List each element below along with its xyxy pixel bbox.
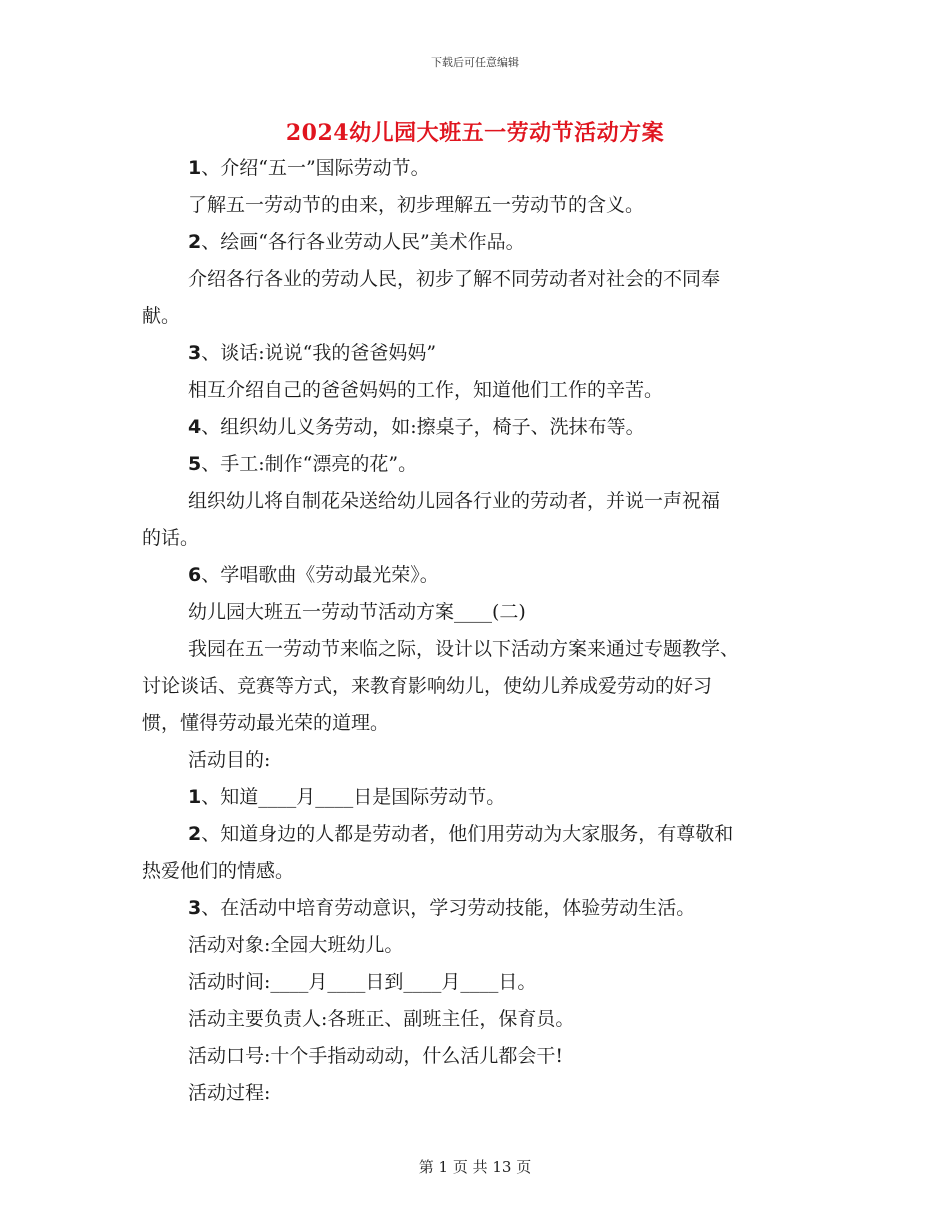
paragraph-line <box>142 890 808 927</box>
item-number: 2 <box>188 231 202 253</box>
paragraph-line <box>142 224 808 261</box>
paragraph-line <box>142 631 808 668</box>
paragraph-line <box>142 927 808 964</box>
paragraph-line <box>142 1075 808 1112</box>
item-number: 2 <box>188 823 202 845</box>
line-text: 、手工:制作“漂亮的花”。 <box>201 453 418 475</box>
page-footer: 第 1 页 共 13 页 <box>418 1158 532 1176</box>
section-heading <box>142 594 808 631</box>
line-text: 活动口号:十个手指动动动，什么活儿都会干! <box>188 1045 564 1067</box>
line-text: 活动过程: <box>188 1082 271 1104</box>
paragraph-line <box>142 853 808 890</box>
line-text: 我园在五一劳动节来临之际，设计以下活动方案来通过专题教学、 <box>188 638 740 660</box>
line-text: 活动时间:____月____日到____月____日。 <box>188 971 537 993</box>
line-text: 、学唱歌曲《劳动最光荣》。 <box>201 564 439 586</box>
line-text: 、组织幼儿义务劳动，如:擦桌子，椅子、洗抹布等。 <box>201 416 645 438</box>
line-text: 、知道身边的人都是劳动者，他们用劳动为大家服务，有尊敬和 <box>201 823 734 845</box>
line-text: 幼儿园大班五一劳动节活动方案____(二) <box>188 601 526 623</box>
paragraph-line <box>142 964 808 1001</box>
line-text: 活动目的: <box>188 749 271 771</box>
line-text: 惯，懂得劳动最光荣的道理。 <box>142 712 390 734</box>
line-text: 相互介绍自己的爸爸妈妈的工作，知道他们工作的辛苦。 <box>188 379 664 401</box>
paragraph-line <box>142 668 808 705</box>
item-number: 1 <box>188 157 202 179</box>
line-text: 、介绍“五一”国际劳动节。 <box>201 157 430 179</box>
paragraph-line <box>142 1001 808 1038</box>
paragraph-line <box>142 816 808 853</box>
paragraph-line <box>142 520 808 557</box>
line-text: 活动对象:全园大班幼儿。 <box>188 934 404 956</box>
line-text: 了解五一劳动节的由来，初步理解五一劳动节的含义。 <box>188 194 645 216</box>
line-text: 献。 <box>142 305 181 327</box>
paragraph-line <box>142 372 808 409</box>
line-text: 讨论谈话、竞赛等方式，来教育影响幼儿，使幼儿养成爱劳动的好习 <box>142 675 713 697</box>
item-number: 6 <box>188 564 202 586</box>
document-title: 2024幼儿园大班五一劳动节活动方案 <box>285 120 665 146</box>
line-text: 热爱他们的情感。 <box>142 860 295 882</box>
item-number: 3 <box>188 342 202 364</box>
paragraph-line <box>142 261 808 298</box>
item-number: 4 <box>188 416 202 438</box>
header-note: 下载后可任意编辑 <box>431 56 519 69</box>
line-text: 、在活动中培育劳动意识，学习劳动技能，体验劳动生活。 <box>201 897 696 919</box>
paragraph-line <box>142 150 808 187</box>
paragraph-line <box>142 483 808 520</box>
line-text: 组织幼儿将自制花朵送给幼儿园各行业的劳动者，并说一声祝福 <box>188 490 721 512</box>
document-body <box>142 150 808 1112</box>
paragraph-line <box>142 779 808 816</box>
line-text: 、知道____月____日是国际劳动节。 <box>201 786 506 808</box>
item-number: 1 <box>188 786 202 808</box>
line-text: 的话。 <box>142 527 200 549</box>
paragraph-line <box>142 742 808 779</box>
line-text: 、绘画“各行各业劳动人民”美术作品。 <box>201 231 525 253</box>
paragraph-line <box>142 557 808 594</box>
line-text: 活动主要负责人:各班正、副班主任，保育员。 <box>188 1008 575 1030</box>
item-number: 5 <box>188 453 202 475</box>
paragraph-line <box>142 409 808 446</box>
line-text: 介绍各行各业的劳动人民，初步了解不同劳动者对社会的不同奉 <box>188 268 721 290</box>
paragraph-line <box>142 446 808 483</box>
line-text: 、谈话:说说“我的爸爸妈妈” <box>201 342 437 364</box>
paragraph-line <box>142 298 808 335</box>
paragraph-line <box>142 705 808 742</box>
paragraph-line <box>142 335 808 372</box>
paragraph-line <box>142 187 808 224</box>
paragraph-line <box>142 1038 808 1075</box>
item-number: 3 <box>188 897 202 919</box>
